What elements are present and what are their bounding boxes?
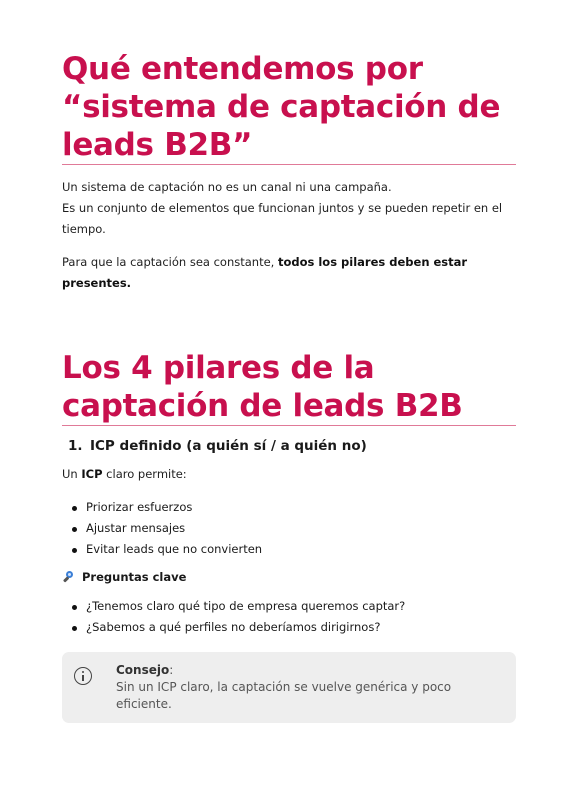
key-questions-heading: [62, 570, 516, 584]
icp-intro-prefix: Un: [62, 467, 82, 481]
questions-list: [62, 596, 516, 638]
callout-colon: :: [169, 663, 174, 677]
pillars-note: [62, 252, 516, 294]
pillars-note-prefix: Para que la captación sea constante,: [62, 255, 278, 269]
icp-intro-bold: ICP: [81, 467, 103, 481]
info-icon: [74, 667, 92, 685]
callout-title: Consejo: [116, 663, 170, 677]
section-divider: [62, 425, 516, 426]
list-item: Ajustar mensajes: [62, 518, 516, 539]
section-title: Qué entendemos por “sistema de captación de leads B2B”: [62, 51, 501, 163]
magnifying-glass-icon: [62, 570, 76, 584]
benefits-list: [62, 497, 516, 560]
list-item: Evitar leads que no convierten: [62, 539, 516, 560]
intro-line: Es un conjunto de elementos que funcionan juntos y se pueden repetir en el tiempo.: [62, 201, 503, 236]
section-divider: [62, 164, 516, 165]
callout-text: Sin un ICP claro, la captación se vuelve genérica y poco eficiente.: [116, 680, 452, 711]
section-title: Los 4 pilares de la captación de leads B2B: [62, 350, 463, 424]
pillar-title: ICP definido (a quién sí / a quién no): [90, 438, 367, 454]
pillar-number: 1.: [68, 438, 83, 454]
intro-paragraph: [62, 177, 516, 240]
callout-body: [116, 662, 502, 713]
key-questions-label: Preguntas clave: [82, 570, 187, 584]
icp-intro-suffix: claro permite:: [102, 467, 187, 481]
icp-intro: [62, 464, 516, 485]
list-item: ¿Sabemos a qué perfiles no deberíamos dirigirnos?: [62, 617, 516, 638]
list-item: ¿Tenemos claro qué tipo de empresa queremos captar?: [62, 596, 516, 617]
list-item: Priorizar esfuerzos: [62, 497, 516, 518]
intro-line: Un sistema de captación no es un canal ni una campaña.: [62, 180, 392, 194]
pillar-heading: [62, 438, 516, 454]
tip-callout: [62, 652, 516, 723]
pillars-note-bold: todos los pilares deben estar presentes.: [62, 255, 468, 290]
